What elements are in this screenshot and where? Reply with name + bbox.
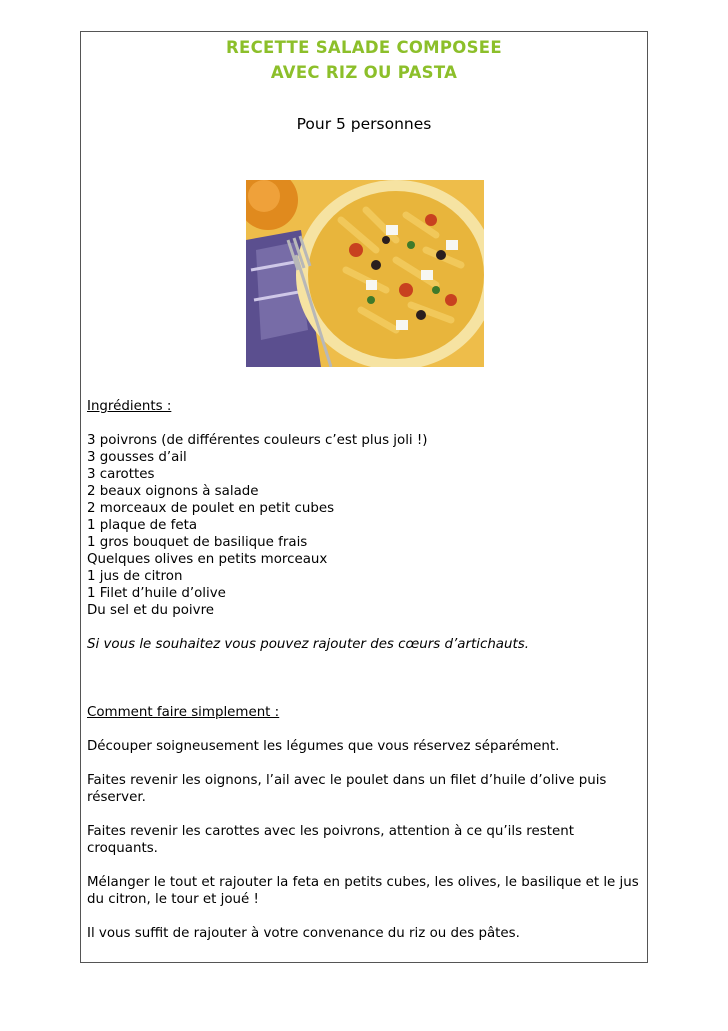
salad-photo bbox=[246, 180, 484, 367]
method-heading: Comment faire simplement : bbox=[87, 705, 280, 720]
step-line: Faites revenir les carottes avec les poivrons, attention à ce qu’ils restent bbox=[87, 824, 574, 839]
ingredient-item: 1 Filet d’huile d’olive bbox=[87, 586, 226, 601]
step-line: Découper soigneusement les légumes que vous réservez séparément. bbox=[87, 739, 560, 754]
ingredient-item: 2 beaux oignons à salade bbox=[87, 484, 259, 499]
ingredient-item: 3 poivrons (de différentes couleurs c’est plus joli !) bbox=[87, 433, 428, 448]
ingredient-item: 3 gousses d’ail bbox=[87, 450, 187, 465]
ingredients-heading: Ingrédients : bbox=[87, 399, 172, 414]
recipe-title-line2: AVEC RIZ OU PASTA bbox=[270, 63, 458, 82]
ingredient-item: Du sel et du poivre bbox=[87, 603, 215, 618]
servings-text: Pour 5 personnes bbox=[296, 115, 432, 133]
ingredient-item: 3 carottes bbox=[87, 467, 155, 482]
artichoke-note: Si vous le souhaitez vous pouvez rajouter des cœurs d’artichauts. bbox=[87, 637, 529, 652]
ingredient-item: 1 jus de citron bbox=[87, 569, 183, 584]
recipe-body bbox=[87, 398, 647, 942]
step-line: Il vous suffit de rajouter à votre convenance du riz ou des pâtes. bbox=[87, 926, 520, 941]
ingredient-item: 1 gros bouquet de basilique frais bbox=[87, 535, 308, 550]
step-line: réserver. bbox=[87, 790, 146, 805]
recipe-title-line1: RECETTE SALADE COMPOSEE bbox=[226, 38, 502, 57]
ingredients-list bbox=[87, 432, 647, 619]
step-line: croquants. bbox=[87, 841, 158, 856]
ingredient-item: 2 morceaux de poulet en petit cubes bbox=[87, 501, 335, 516]
step-line: Mélanger le tout et rajouter la feta en petits cubes, les olives, le basilique et le jus bbox=[87, 875, 639, 890]
step-line: du citron, le tour et joué ! bbox=[87, 892, 259, 907]
step-line: Faites revenir les oignons, l’ail avec le poulet dans un filet d’huile d’olive puis bbox=[87, 773, 607, 788]
ingredient-item: Quelques olives en petits morceaux bbox=[87, 552, 328, 567]
ingredient-item: 1 plaque de feta bbox=[87, 518, 198, 533]
